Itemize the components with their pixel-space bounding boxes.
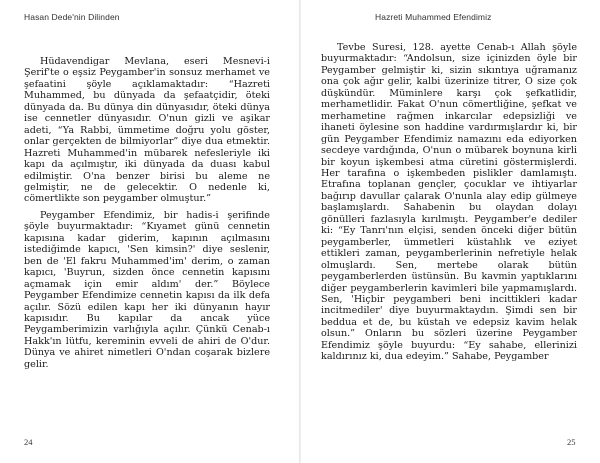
page-number-left: 24: [24, 437, 33, 447]
left-page: [0, 0, 299, 463]
paragraph: Hüdavendigar Mevlana, eseri Mesnevi-i Şerif'te o eşsiz Peygamber'in sonsuz merhamet ve şefaatini şöyle açıklamaktadır: “Hazreti Muhammed, bu dünyada da şefaatçidir, öteki dünyada da. Bu dünya din dünyasıdır, öteki dünya ise cennetler dünyasıdır. O'nun gizli ve aşikar adeti, “Ya Rabbi, ümmetime doğru yolu göster, onlar gerçekten de bilmiyorlar” diye dua etmektir. Hazreti Muhammed'in mübarek nefesleriyle iki kapı da açılmıştır, iki dünyada da duası kabul edilmiştir. O'na benzer birisi bu aleme ne gelmiştir, ne de gelecektir. O nedenle ki, cömertlikte son peygamber olmuştur.”: [24, 56, 270, 205]
left-page-body: [24, 56, 270, 370]
page-number-right: 25: [567, 437, 576, 447]
right-page: [301, 0, 600, 463]
running-head-right: Hazreti Muhammed Efendimiz: [375, 12, 492, 22]
running-head-left: Hasan Dede'nin Dilinden: [24, 12, 120, 22]
paragraph: Peygamber Efendimiz, bir hadis-i şerifinde şöyle buyurmaktadır: “Kıyamet günü cennetin kapısına kadar giderim, kapının açılmasını istediğimde kapıcı, 'Sen kimsin?' diye seslenir, ben de 'El fakru Muhammed'im' derim, o zaman kapıcı, 'Buyrun, sizden önce cennetin kapısını açmamak için emir aldım' der.” Böylece Peygamber Efendimize cennetin kapısı da ilk defa açılır. Sözü edilen kapı her iki dünyanın hayır kapısıdır. Bu kapılar da ancak yüce Peygamberimizin varlığıyla açılır. Çünkü Cenab-ı Hakk'ın lütfu, kereminin evveli de ahiri de O'dur. Dünya ve ahiret nimetleri O'ndan coşarak bizlere gelir.: [24, 209, 270, 370]
paragraph: Tevbe Suresi, 128. ayette Cenab-ı Allah şöyle buyurmaktadır: “Andolsun, size içinizden öyle bir Peygamber gelmiştir ki, sizin sıkıntıya uğramanız ona çok ağır gelir, kalbi üzerinize titrer, O size çok düşkündür. Müminlere karşı çok şefkatlidir, merhametlidir. Fakat O'nun cömertliğine, şefkat ve merhametine rağmen inkarcılar edepsizliği ve ihaneti öylesine son haddine vardırmışlardır ki, bir gün Peygamber Efendimiz namazını eda ediyorken secdeye vardığında, O'nun o mübarek boynuna kirli bir koyun işkembesi atma cüretini göstermişlerdi. Her tarafına o işkembeden pislikler damlamıştı. Etrafına toplanan gençler, çocuklar ve ihtiyarlar bağırıp davullar çalarak O'nunla alay edip gülmeye başlamışlardı. Sahabenin bu olaydan dolayı gönülleri fazlasıyla kırılmıştı. Peygamber'e dediler ki: “Ey Tanrı'nın elçisi, senden önceki diğer bütün peygamberler, ümmetleri küstahlık ve eziyet ettikleri zaman, peygamberlerinin nefretiyle helak olmuşlardı. Sen, mertebe olarak bütün peygamberlerden üstünsün. Bu kavmin yaptıklarını diğer peygamberlerin kavimleri bile yapmamışlardı. Sen, 'Hiçbir peygamberi beni incittikleri kadar incitmediler' diye buyurmaktaydın. Şimdi sen bir beddua et de, bu küstah ve edepsiz kavim helak olsun.” Onların bu sözleri üzerine Peygamber Efendimiz şöyle buyurdu: “Ey sahabe, ellerinizi kaldırınız ki, dua edeyim.” Sahabe, Peygamber: [321, 42, 577, 363]
right-page-body: [321, 42, 577, 363]
